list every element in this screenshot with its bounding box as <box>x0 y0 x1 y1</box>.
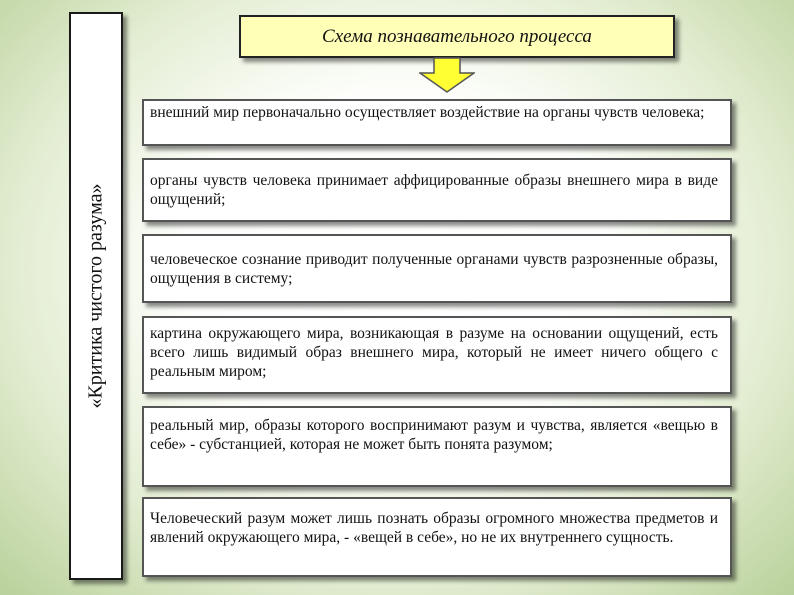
process-step-2 <box>142 158 732 222</box>
process-step-1-text: внешний мир первоначально осуществляет воздействие на органы чувств человека; <box>150 104 705 121</box>
side-title: «Критика чистого разума» <box>84 183 107 409</box>
diagram-title: Схема познавательного процесса <box>322 25 592 47</box>
process-step-2-text: органы чувств человека принимает аффицированные образы внешнего мира в виде ощущений; <box>150 172 718 208</box>
diagram-title-box <box>239 15 675 58</box>
process-step-5-text: реальный мир, образы которого воспринимают разум и чувства, является «вещью в себе» - субстанцией, которая не может быть понята разумом; <box>150 417 718 453</box>
down-arrow-icon <box>419 57 475 93</box>
process-step-3 <box>142 234 732 303</box>
process-step-4 <box>142 316 732 394</box>
side-title-box <box>69 12 123 580</box>
process-step-3-text: человеческое сознание приводит полученные органами чувств разрозненные образы, ощущения в систему; <box>150 251 718 287</box>
process-step-4-text: картина окружающего мира, возникающая в разуме на основании ощущений, есть всего лишь видимый образ внешнего мира, который не имеет ничего общего с реальным миром; <box>150 325 718 380</box>
process-step-6 <box>142 497 732 577</box>
process-step-1 <box>142 99 732 146</box>
process-step-5 <box>142 406 732 487</box>
process-step-6-text: Человеческий разум может лишь познать образы огромного множества предметов и явлений окружающего мира, - «вещей в себе», но не их внутреннего сущность. <box>150 510 718 546</box>
